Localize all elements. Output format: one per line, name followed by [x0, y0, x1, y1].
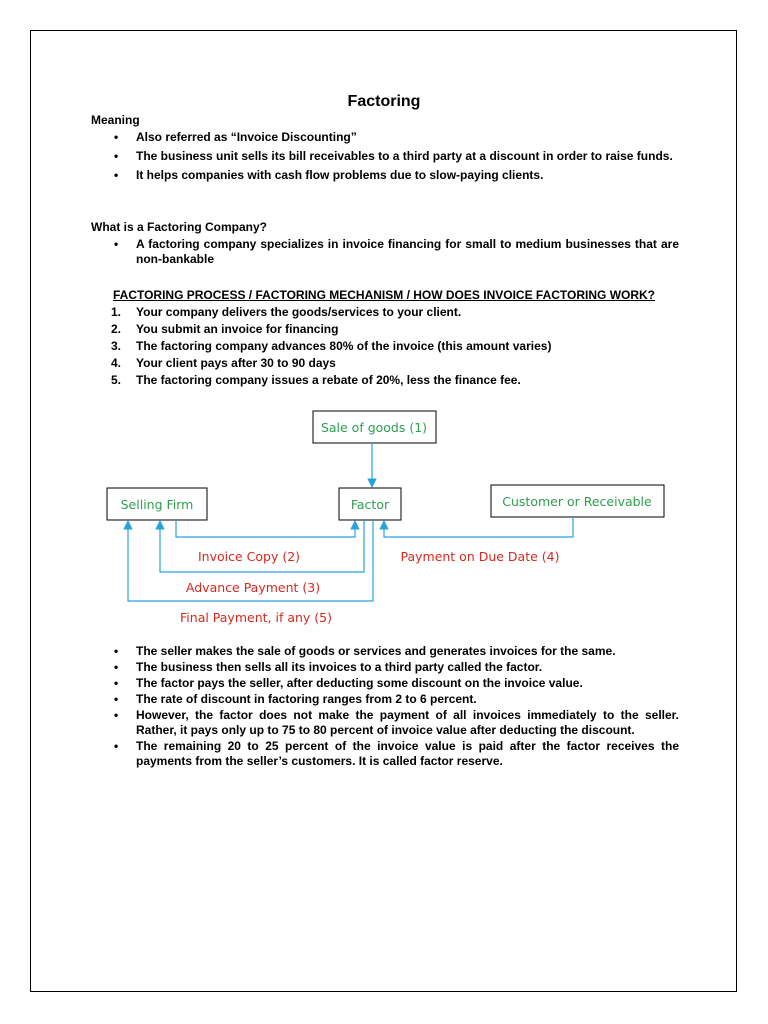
meaning-heading: Meaning [91, 113, 140, 127]
list-item: • It helps companies with cash flow problems due to slow-paying clients. [91, 168, 679, 183]
selling-firm-label: Selling Firm [120, 497, 194, 512]
document-title: Factoring [347, 93, 421, 110]
step-number: 1. [111, 305, 122, 319]
list-item: • However, the factor does not make the payment of all invoices immediately to the seller. Rather, it pays only up to 75 to 80 percent of invoice value after deducting the discount. [91, 708, 679, 738]
step-text: The factoring company advances 80% of the invoice (this amount varies) [136, 339, 552, 353]
final-payment-label: Final Payment, if any (5) [180, 610, 332, 625]
list-item: • A factoring company specializes in invoice financing for small to medium businesses that are non-bankable [91, 237, 679, 267]
step-number: 4. [111, 356, 122, 370]
payment-due-label: Payment on Due Date (4) [400, 549, 560, 564]
advance-payment-arrow [160, 520, 364, 572]
list-item: • The factor pays the seller, after deducting some discount on the invoice value. [91, 676, 679, 691]
advance-payment-label: Advance Payment (3) [185, 580, 321, 595]
invoice-copy-arrow [176, 520, 355, 537]
step-number: 3. [111, 339, 122, 353]
list-item: • The business then sells all its invoices to a third party called the factor. [91, 660, 679, 675]
sale-of-goods-label: Sale of goods (1) [320, 420, 428, 435]
payment-due-arrow [384, 517, 573, 537]
notes-list [91, 644, 679, 770]
factoring-company-heading: What is a Factoring Company? [91, 220, 268, 234]
step-number: 2. [111, 322, 122, 336]
list-item: • The business unit sells its bill receivables to a third party at a discount in order to raise funds. [91, 149, 679, 164]
step-text: The factoring company issues a rebate of 20%, less the finance fee. [136, 373, 521, 387]
step-text: You submit an invoice for financing [136, 322, 339, 336]
step-text: Your client pays after 30 to 90 days [136, 356, 336, 370]
list-item: • The rate of discount in factoring ranges from 2 to 6 percent. [91, 692, 679, 707]
list-item: • The seller makes the sale of goods or services and generates invoices for the same. [91, 644, 679, 659]
customer-label: Customer or Receivable [502, 494, 652, 509]
list-item: • The remaining 20 to 25 percent of the invoice value is paid after the factor receives the payments from the seller’s customers. It is called factor reserve. [91, 739, 679, 769]
list-item: • Also referred as “Invoice Discounting” [91, 130, 679, 145]
process-heading: FACTORING PROCESS / FACTORING MECHANISM / HOW DOES INVOICE FACTORING WORK? [112, 288, 656, 302]
factor-label: Factor [350, 497, 390, 512]
step-text: Your company delivers the goods/services to your client. [136, 305, 462, 319]
invoice-copy-label: Invoice Copy (2) [197, 549, 301, 564]
step-number: 5. [111, 373, 122, 387]
